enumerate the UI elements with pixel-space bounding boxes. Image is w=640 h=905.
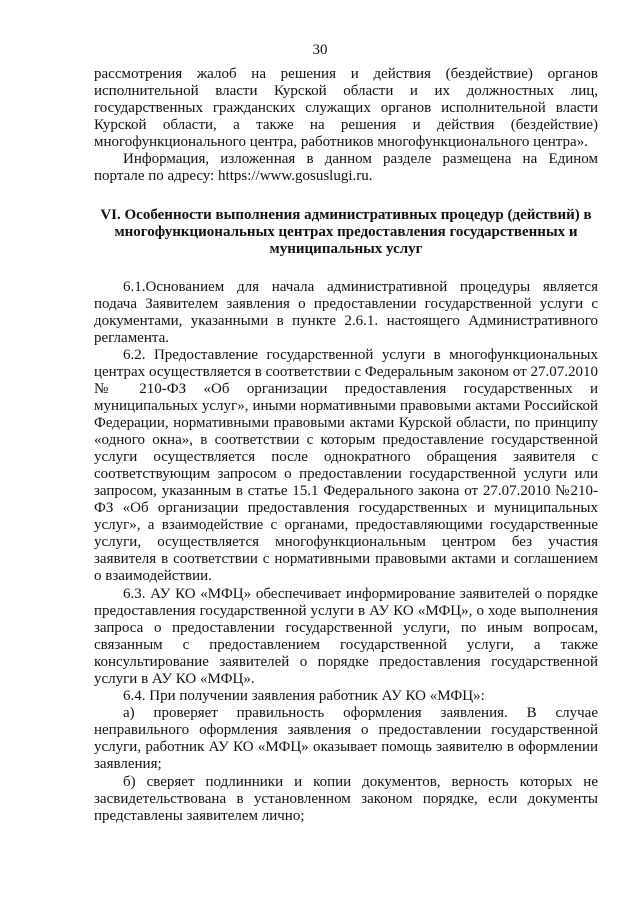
paragraph-6-4-a: а) проверяет правильность оформления заявления. В случае неправильного оформления заявления о предоставлении государственной услуги, работник АУ КО «МФЦ» оказывает помощь заявителю в оформлении заявления; (94, 705, 598, 772)
paragraph-6-2: 6.2. Предоставление государственной услуги в многофункциональных центрах осуществляется в соответствии с Федеральным законом от 27.07.2010 № 210-ФЗ «Об организации предоставления государственных и муниципальных услуг», иными нормативными правовыми актами Российской Федерации, нормативными правовыми актами Курской области, по принципу «одного окна», в соответствии с которым предоставление государственной услуги осуществляется после однократного обращения заявителя с соответствующим запросом о предоставлении государственной услуги или запросом, указанным в статье 15.1 Федерального закона от 27.07.2010 №210-ФЗ «Об организации предоставления государственных и муниципальных услуг», а взаимодействие с органами, предоставляющими государственные услуги, осуществляется многофункциональным центром без участия заявителя в соответствии с нормативными правовыми актами и соглашением о взаимодействии. (94, 347, 598, 584)
paragraph-6-1: 6.1.Основанием для начала административной процедуры является подача Заявителем заявления о предоставлении государственной услуги с документами, указанными в пункте 2.6.1. настоящего Административного регламента. (94, 279, 598, 346)
paragraph-6-4: 6.4. При получении заявления работник АУ КО «МФЦ»: (123, 688, 485, 704)
paragraph-6-4-b: б) сверяет подлинники и копии документов, верность которых не засвидетельствована в установленном законом порядке, если документы представлены заявителем лично; (94, 774, 598, 824)
paragraph-6-3: 6.3. АУ КО «МФЦ» обеспечивает информирование заявителей о порядке предоставления государственной услуги в АУ КО «МФЦ», о ходе выполнения запроса о предоставлении государственной услуги, по иным вопросам, связанным с предоставлением государственной услуги, а также консультирование заявителей о порядке предоставления государственной услуги в АУ КО «МФЦ». (94, 586, 598, 687)
paragraph-intro: рассмотрения жалоб на решения и действия (бездействие) органов исполнительной власти Курской области и их должностных лиц, государственных гражданских служащих органов исполнительной власти Курской области, а также на решения и действия (бездействие) многофункционального центра, работников многофункционального центра». (94, 66, 598, 150)
page-number: 30 (312, 42, 328, 58)
paragraph-info: Информация, изложенная в данном разделе размещена на Едином портале по адресу: https://www.gosuslugi.ru. (94, 151, 598, 184)
section-heading: VI. Особенности выполнения административных процедур (действий) в многофункциональных центрах предоставления государственных и муниципальных услуг (100, 207, 592, 257)
